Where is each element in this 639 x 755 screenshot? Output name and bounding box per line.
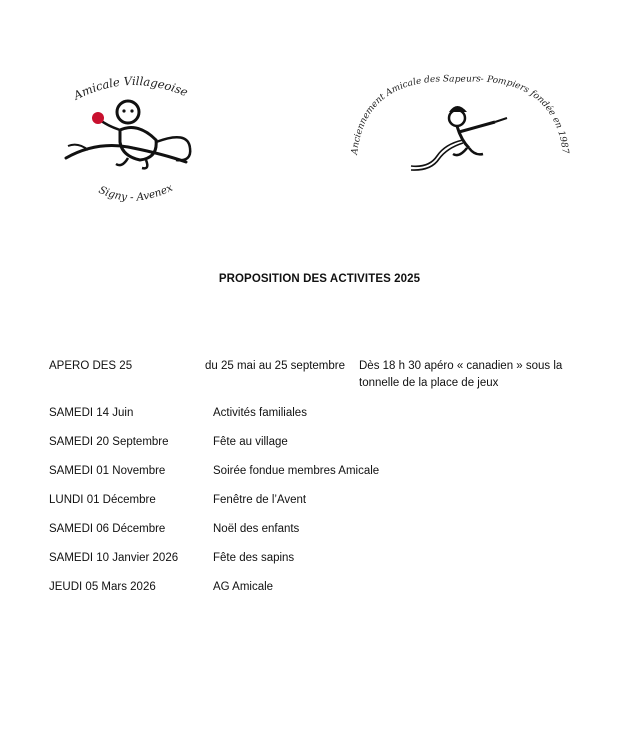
activity-date: SAMEDI 10 Janvier 2026 [49,552,179,564]
activity-name: Fête au village [213,436,288,448]
activity-name: Noël des enfants [213,523,300,535]
activity-date: JEUDI 05 Mars 2026 [49,581,156,593]
activity-date: SAMEDI 14 Juin [49,407,134,419]
logo-left-bottom-text: Signy - Avenex [96,181,175,204]
amicale-villageoise-logo [58,70,208,215]
activity-name: Fenêtre de l’Avent [213,494,307,506]
activity-description-line-2: tonnelle de la place de jeux [359,377,499,389]
activity-name: Fête des sapins [213,552,295,564]
activity-name: Soirée fondue membres Amicale [213,465,380,477]
logo-right-arc-text: Anciennement Amicale des Sapeurs- Pompiers fondée en 1987 [350,74,570,156]
activity-name: AG Amicale [213,581,274,593]
activity-date: SAMEDI 20 Septembre [49,436,169,448]
sapeurs-pompiers-logo [345,70,575,185]
activity-description [359,358,574,392]
activity-description-line-1: Dès 18 h 30 apéro « canadien » sous la [359,360,563,372]
activity-name: Activités familiales [213,407,307,419]
document-title: PROPOSITION DES ACTIVITES 2025 [218,273,421,285]
activity-date: LUNDI 01 Décembre [49,494,156,506]
monkey-logo-icon [58,70,208,215]
activity-date: SAMEDI 01 Novembre [49,465,166,477]
activity-label: APERO DES 25 [49,360,133,372]
logo-left-top-text: Amicale Villageoise [71,73,190,103]
activity-period: du 25 mai au 25 septembre [205,360,346,372]
activity-date: SAMEDI 06 Décembre [49,523,166,535]
firefighter-logo-icon [345,70,575,185]
